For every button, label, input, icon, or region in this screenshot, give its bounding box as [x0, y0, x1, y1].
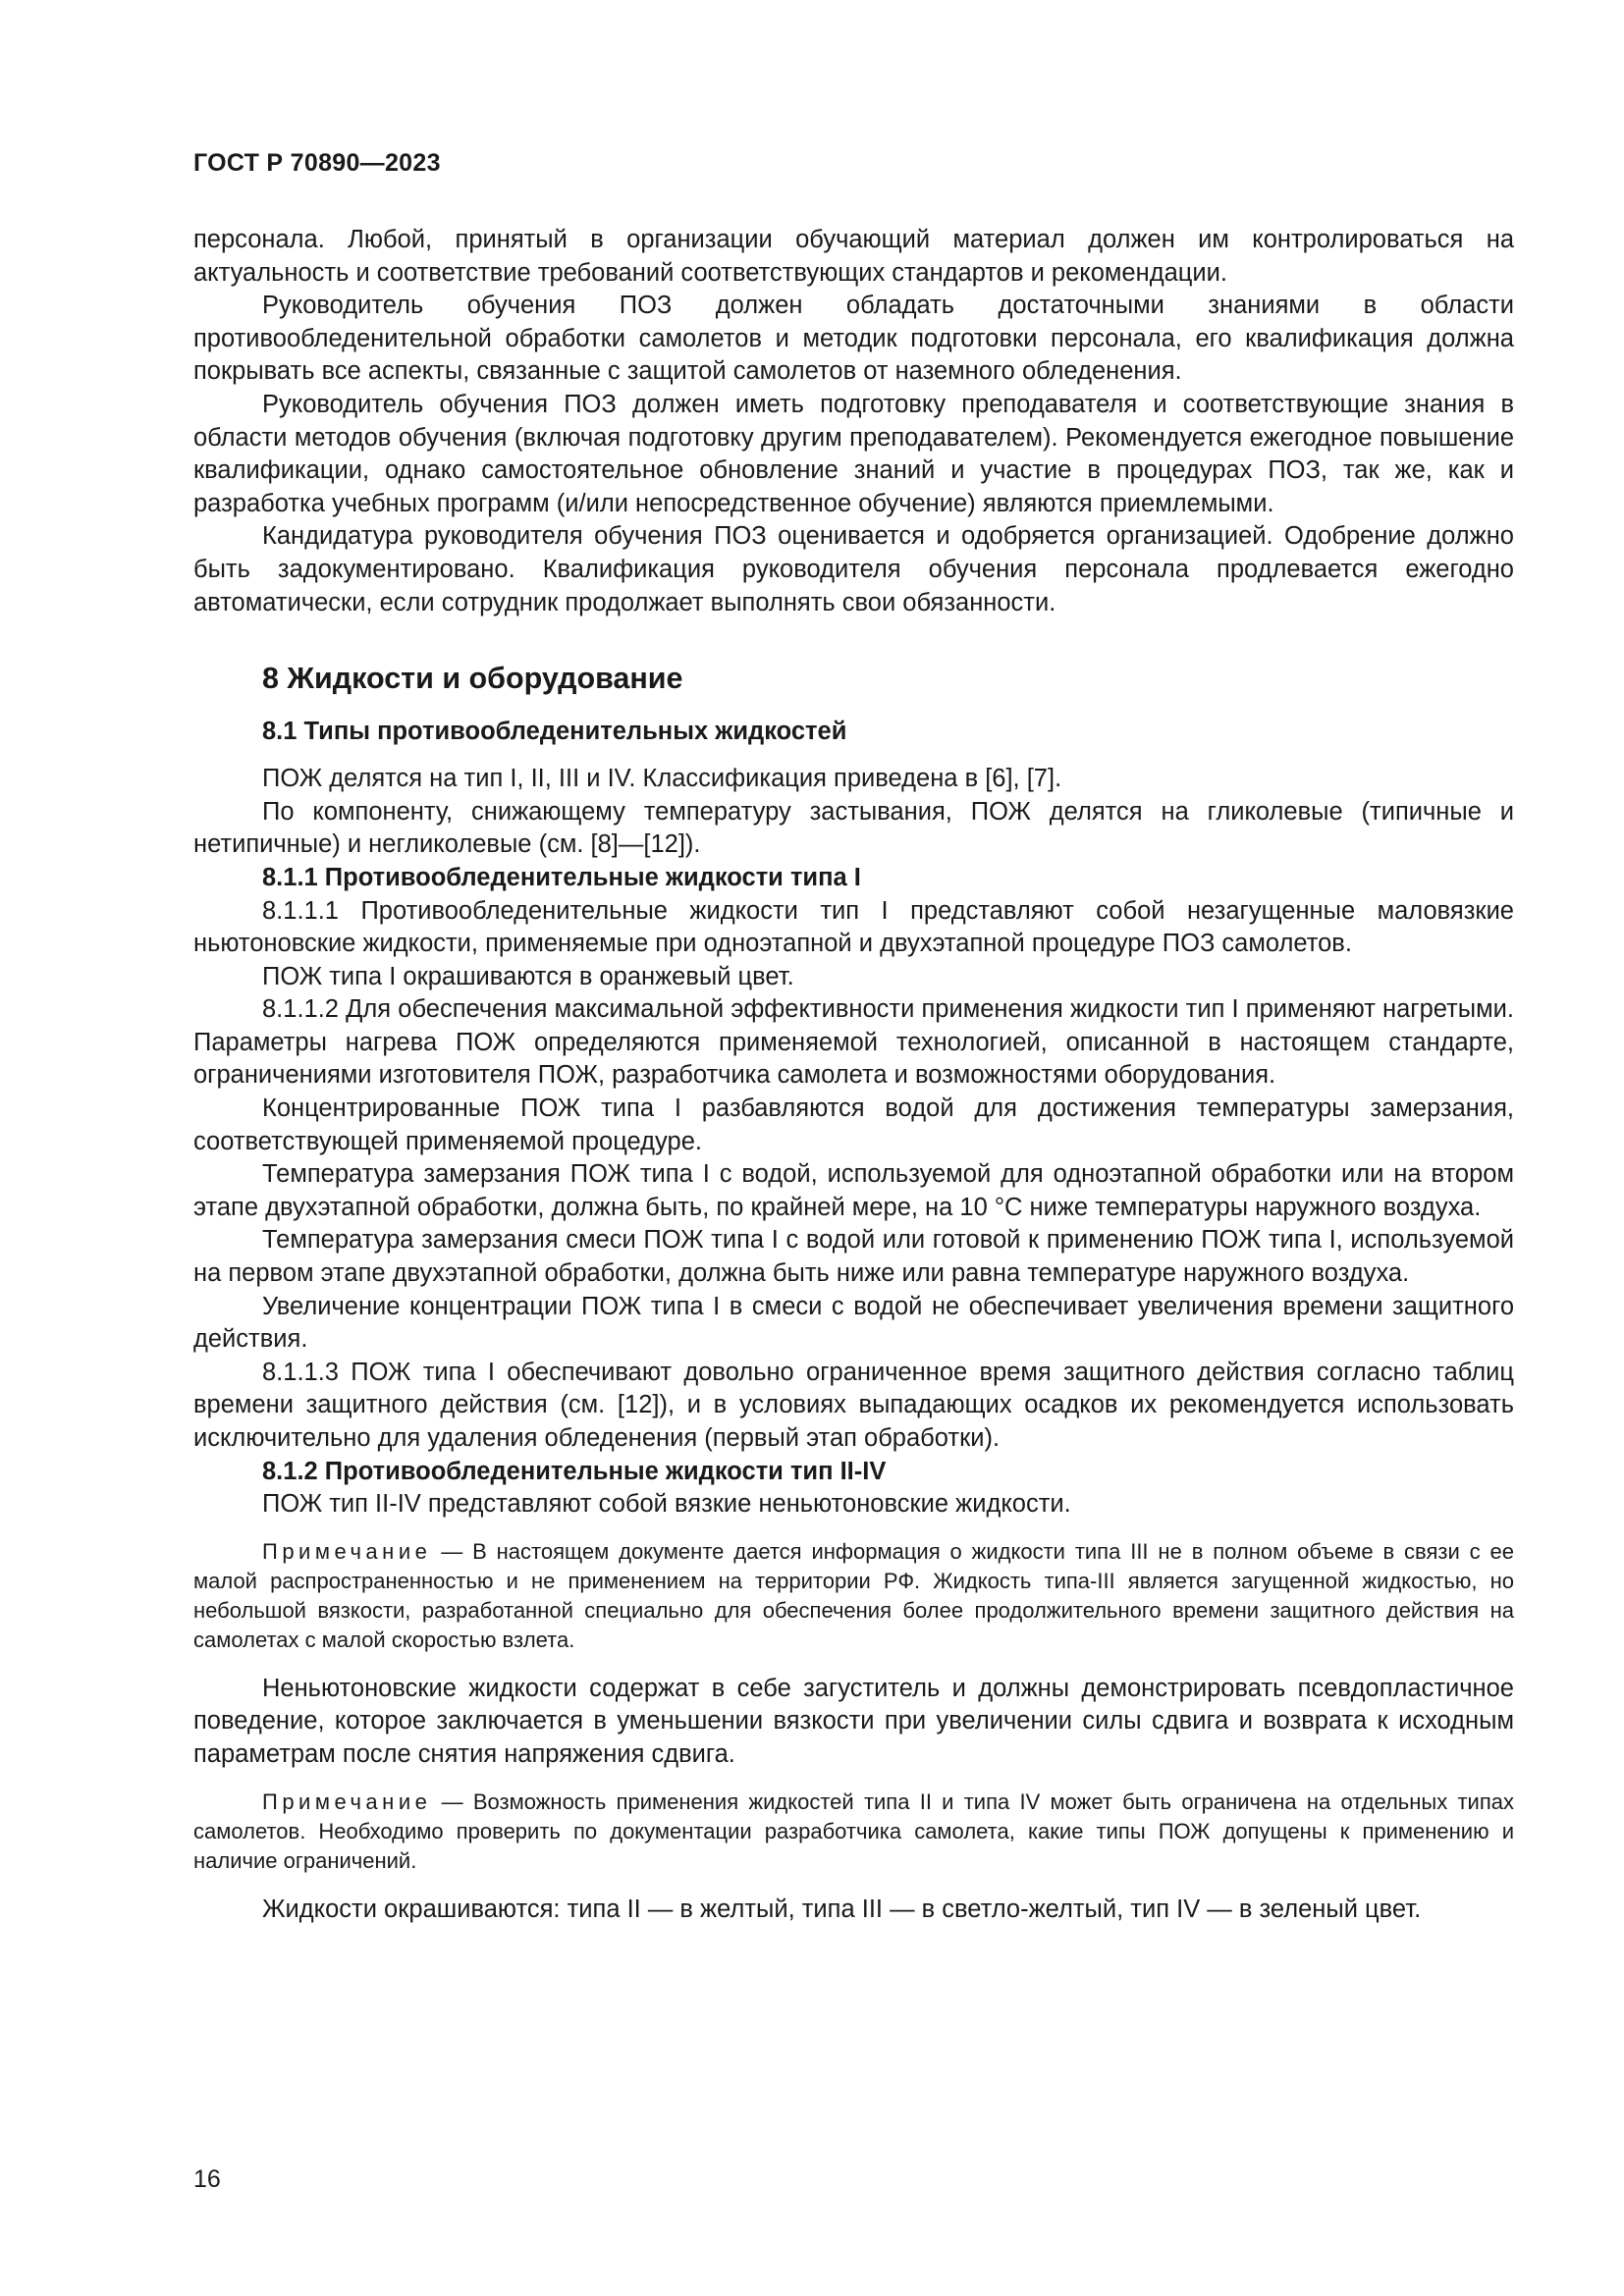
paragraph: 8.1.1.1 Противообледенительные жидкости тип I представляют собой незагущенные маловязкие ньютоновские жидкости, применяемые при одноэтапной и двухэтапной процедуре ПОЗ самолетов. [193, 896, 1514, 958]
paragraph: ПОЖ типа I окрашиваются в оранжевый цвет. [262, 962, 794, 990]
paragraph: Температура замерзания ПОЖ типа I с водой, используемой для одноэтапной обработки или на втором этапе двухэтапной обработки, должна быть, по крайней мере, на 10 °С ниже температуры наружного воздуха. [193, 1160, 1514, 1221]
note-label: Примечание [262, 1789, 432, 1814]
paragraph: Руководитель обучения ПОЗ должен иметь подготовку преподавателя и соответствующие знания в области методов обучения (включая подготовку другим преподавателем). Рекомендуется ежегодное повышение квалификации, однако самостоятельное обновление знаний и участие в процедурах ПОЗ, так же, как и разработка учебных программ (и/или непосредственное обучение) являются приемлемыми. [193, 390, 1514, 517]
subsection-heading: 8.1.1 Противообледенительные жидкости типа I [262, 863, 861, 891]
note-text: — Возможность применения жидкостей типа II и типа IV может быть ограничена на отдельных типах самолетов. Необходимо проверить по документации разработчика самолета, какие типы ПОЖ допущены к применению и наличие ограничений. [193, 1789, 1514, 1873]
paragraph: персонала. Любой, принятый в организации обучающий материал должен им контролироваться на актуальность и соответствие требований соответствующих стандартов и рекомендации. [193, 226, 1514, 287]
paragraph: По компоненту, снижающему температуру застывания, ПОЖ делятся на гликолевые (типичные и нетипичные) и негликолевые (см. [8]—[12]). [193, 797, 1514, 859]
note [193, 1788, 1514, 1876]
paragraph: Неньютоновские жидкости содержат в себе загуститель и должны демонстрировать псевдопластичное поведение, которое заключается в уменьшении вязкости при увеличении силы сдвига и возврата к исходным параметрам после снятия напряжения сдвига. [193, 1674, 1514, 1768]
paragraph: 8.1.1.3 ПОЖ типа I обеспечивают довольно ограниченное время защитного действия согласно таблиц времени защитного действия (см. [12]), и в условиях выпадающих осадков их рекомендуется использовать исключительно для удаления обледенения (первый этап обработки). [193, 1358, 1514, 1452]
subsection-heading: 8.1 Типы противообледенительных жидкостей [262, 718, 847, 746]
document-header: ГОСТ Р 70890—2023 [193, 149, 441, 177]
paragraph: Концентрированные ПОЖ типа I разбавляются водой для достижения температуры замерзания, соответствующей применяемой процедуре. [193, 1095, 1514, 1155]
note [193, 1537, 1514, 1655]
page-number: 16 [193, 2165, 221, 2193]
paragraph: ПОЖ делятся на тип I, II, III и IV. Классификация приведена в [6], [7]. [262, 765, 1062, 793]
paragraph: Руководитель обучения ПОЗ должен обладать достаточными знаниями в области противообледенительной обработки самолетов и методик подготовки персонала, его квалификация должна покрывать все аспекты, связанные с защитой самолетов от наземного обледенения. [193, 292, 1514, 386]
note-text: — В настоящем документе дается информация о жидкости типа III не в полном объеме в связи с ее малой распространенностью и не применением на территории РФ. Жидкость типа-III является загущенной жидкостью, но небольшой вязкости, разработанной специально для обеспечения более продолжительного времени защитного действия на самолетах с малой скоростью взлета. [193, 1538, 1514, 1652]
document-body [193, 224, 1514, 1926]
subsection-heading: 8.1.2 Противообледенительные жидкости тип II-IV [262, 1457, 887, 1485]
note-label: Примечание [262, 1538, 432, 1564]
paragraph: Жидкости окрашиваются: типа II — в желтый, типа III — в светло-желтый, тип IV — в зеленый цвет. [262, 1895, 1422, 1923]
paragraph: Температура замерзания смеси ПОЖ типа I с водой или готовой к применению ПОЖ типа I, используемой на первом этапе двухэтапной обработки, должна быть ниже или равна температуре наружного воздуха. [193, 1226, 1514, 1288]
paragraph: 8.1.1.2 Для обеспечения максимальной эффективности применения жидкости тип I применяют нагретыми. Параметры нагрева ПОЖ определяются применяемой технологией, описанной в настоящем стандарте, ограничениями изготовителя ПОЖ, разработчика самолета и возможностями оборудования. [193, 995, 1514, 1090]
paragraph: Кандидатура руководителя обучения ПОЗ оценивается и одобряется организацией. Одобрение должно быть задокументировано. Квалификация руководителя обучения персонала продлевается ежегодно автоматически, если сотрудник продолжает выполнять свои обязанности. [193, 522, 1514, 616]
paragraph: Увеличение концентрации ПОЖ типа I в смеси с водой не обеспечивает увеличения времени защитного действия. [193, 1292, 1514, 1354]
section-heading: 8 Жидкости и оборудование [262, 662, 683, 696]
paragraph: ПОЖ тип II-IV представляют собой вязкие неньютоновские жидкости. [262, 1490, 1071, 1519]
